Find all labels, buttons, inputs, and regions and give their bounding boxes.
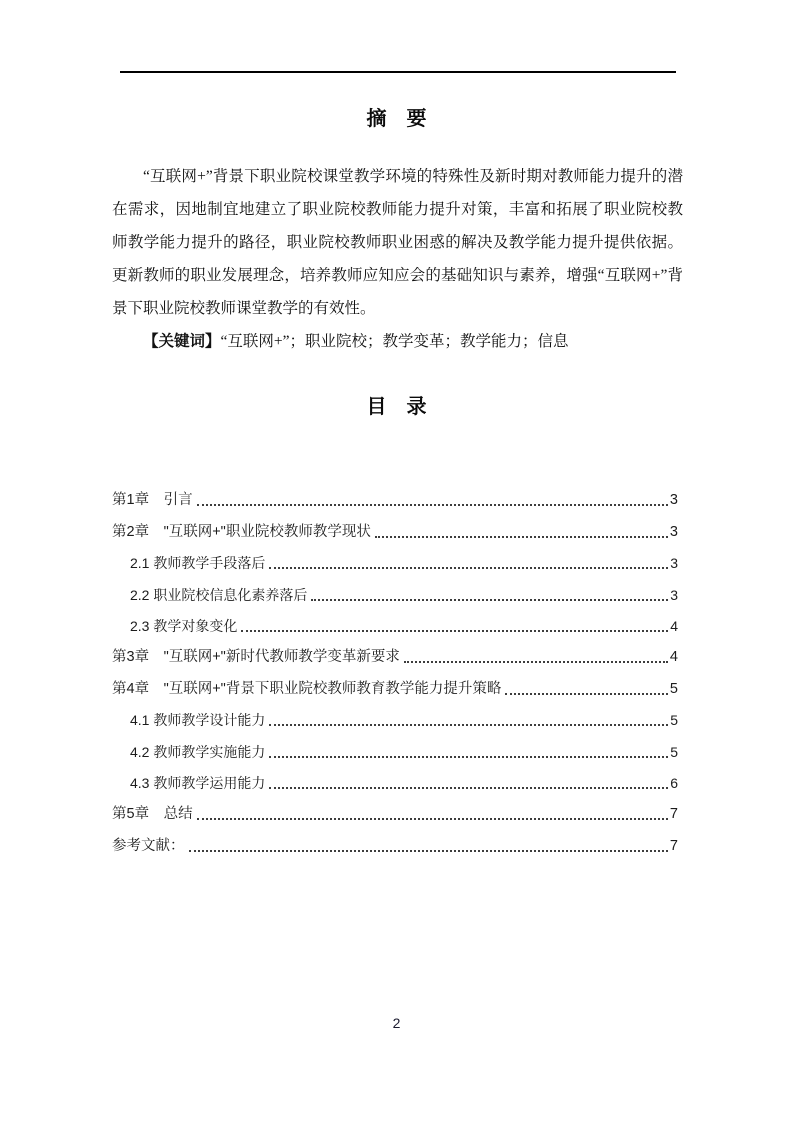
- toc-row: [112, 511, 678, 542]
- toc-row: [112, 731, 678, 762]
- toc-entry-label: 第5章 总结: [112, 806, 193, 823]
- toc-entry-label: 4.2 教师教学实施能力: [130, 743, 266, 760]
- toc-title: 目 录: [366, 396, 427, 418]
- toc-entry-label: 2.2 职业院校信息化素养落后: [130, 586, 308, 603]
- toc-dot-leader: [241, 630, 668, 632]
- toc-entry-page-number: 6: [670, 774, 678, 791]
- toc-list: [112, 480, 678, 857]
- toc-entry-label: 2.1 教师教学手段落后: [130, 555, 266, 572]
- toc-entry-page-number: 4: [669, 649, 678, 666]
- toc-dot-leader: [197, 818, 668, 820]
- toc-dot-leader: [269, 756, 668, 758]
- toc-row: [112, 606, 678, 637]
- keywords-text: “互联网+”；职业院校；教学变革；教学能力；信息: [220, 333, 569, 350]
- toc-entry-label: 参考文献：: [112, 837, 185, 854]
- toc-dot-leader: [404, 661, 668, 663]
- toc-dot-leader: [375, 536, 668, 538]
- toc-entry-label: 4.1 教师教学设计能力: [130, 712, 266, 729]
- toc-row: [112, 794, 678, 825]
- toc-row: [112, 700, 678, 731]
- toc-entry-page-number: 5: [670, 743, 678, 760]
- toc-dot-leader: [189, 850, 668, 852]
- toc-entry-page-number: 5: [669, 680, 678, 697]
- toc-row: [112, 543, 678, 574]
- toc-row: [112, 825, 678, 856]
- toc-entry-page-number: 3: [669, 523, 678, 540]
- header-divider: [120, 71, 676, 73]
- toc-entry-page-number: 3: [670, 586, 678, 603]
- toc-entry-page-number: 7: [669, 806, 678, 823]
- abstract-section: [112, 160, 683, 358]
- toc-entry-label: 第4章 "互联网+"背景下职业院校教师教育教学能力提升策略: [112, 680, 502, 697]
- toc-dot-leader: [505, 693, 668, 695]
- toc-dot-leader: [269, 724, 668, 726]
- keywords-line: [112, 325, 683, 358]
- abstract-title: 摘 要: [366, 108, 427, 130]
- toc-dot-leader: [311, 599, 668, 601]
- toc-row: [112, 637, 678, 668]
- toc-row: [112, 668, 678, 699]
- keywords-label: 【关键词】: [143, 333, 221, 350]
- toc-entry-label: 4.3 教师教学运用能力: [130, 774, 266, 791]
- abstract-paragraph: “互联网+”背景下职业院校课堂教学环境的特殊性及新时期对教师能力提升的潜在需求，因地制宜地建立了职业院校教师能力提升对策，丰富和拓展了职业院校教师教学能力提升的路径，职业院校教师职业困惑的解决及教学能力提升提供依据。更新教师的职业发展理念，培养教师应知应会的基础知识与素养，增强“互联网+”背景下职业院校教师课堂教学的有效性。: [112, 168, 683, 317]
- toc-row: [112, 763, 678, 794]
- toc-dot-leader: [197, 504, 668, 506]
- toc-entry-page-number: 3: [669, 492, 678, 509]
- toc-entry-label: 第1章 引言: [112, 492, 193, 509]
- toc-entry-label: 2.3 教学对象变化: [130, 617, 238, 634]
- toc-row: [112, 480, 678, 511]
- toc-entry-page-number: 7: [669, 837, 678, 854]
- toc-entry-label: 第2章 "互联网+"职业院校教师教学现状: [112, 523, 371, 540]
- toc-dot-leader: [269, 787, 668, 789]
- toc-entry-label: 第3章 "互联网+"新时代教师教学变革新要求: [112, 649, 400, 666]
- toc-dot-leader: [269, 567, 668, 569]
- toc-entry-page-number: 4: [670, 617, 678, 634]
- footer-page-number: 2: [392, 1015, 401, 1031]
- toc-entry-page-number: 3: [670, 555, 678, 572]
- toc-row: [112, 574, 678, 605]
- toc-entry-page-number: 5: [670, 712, 678, 729]
